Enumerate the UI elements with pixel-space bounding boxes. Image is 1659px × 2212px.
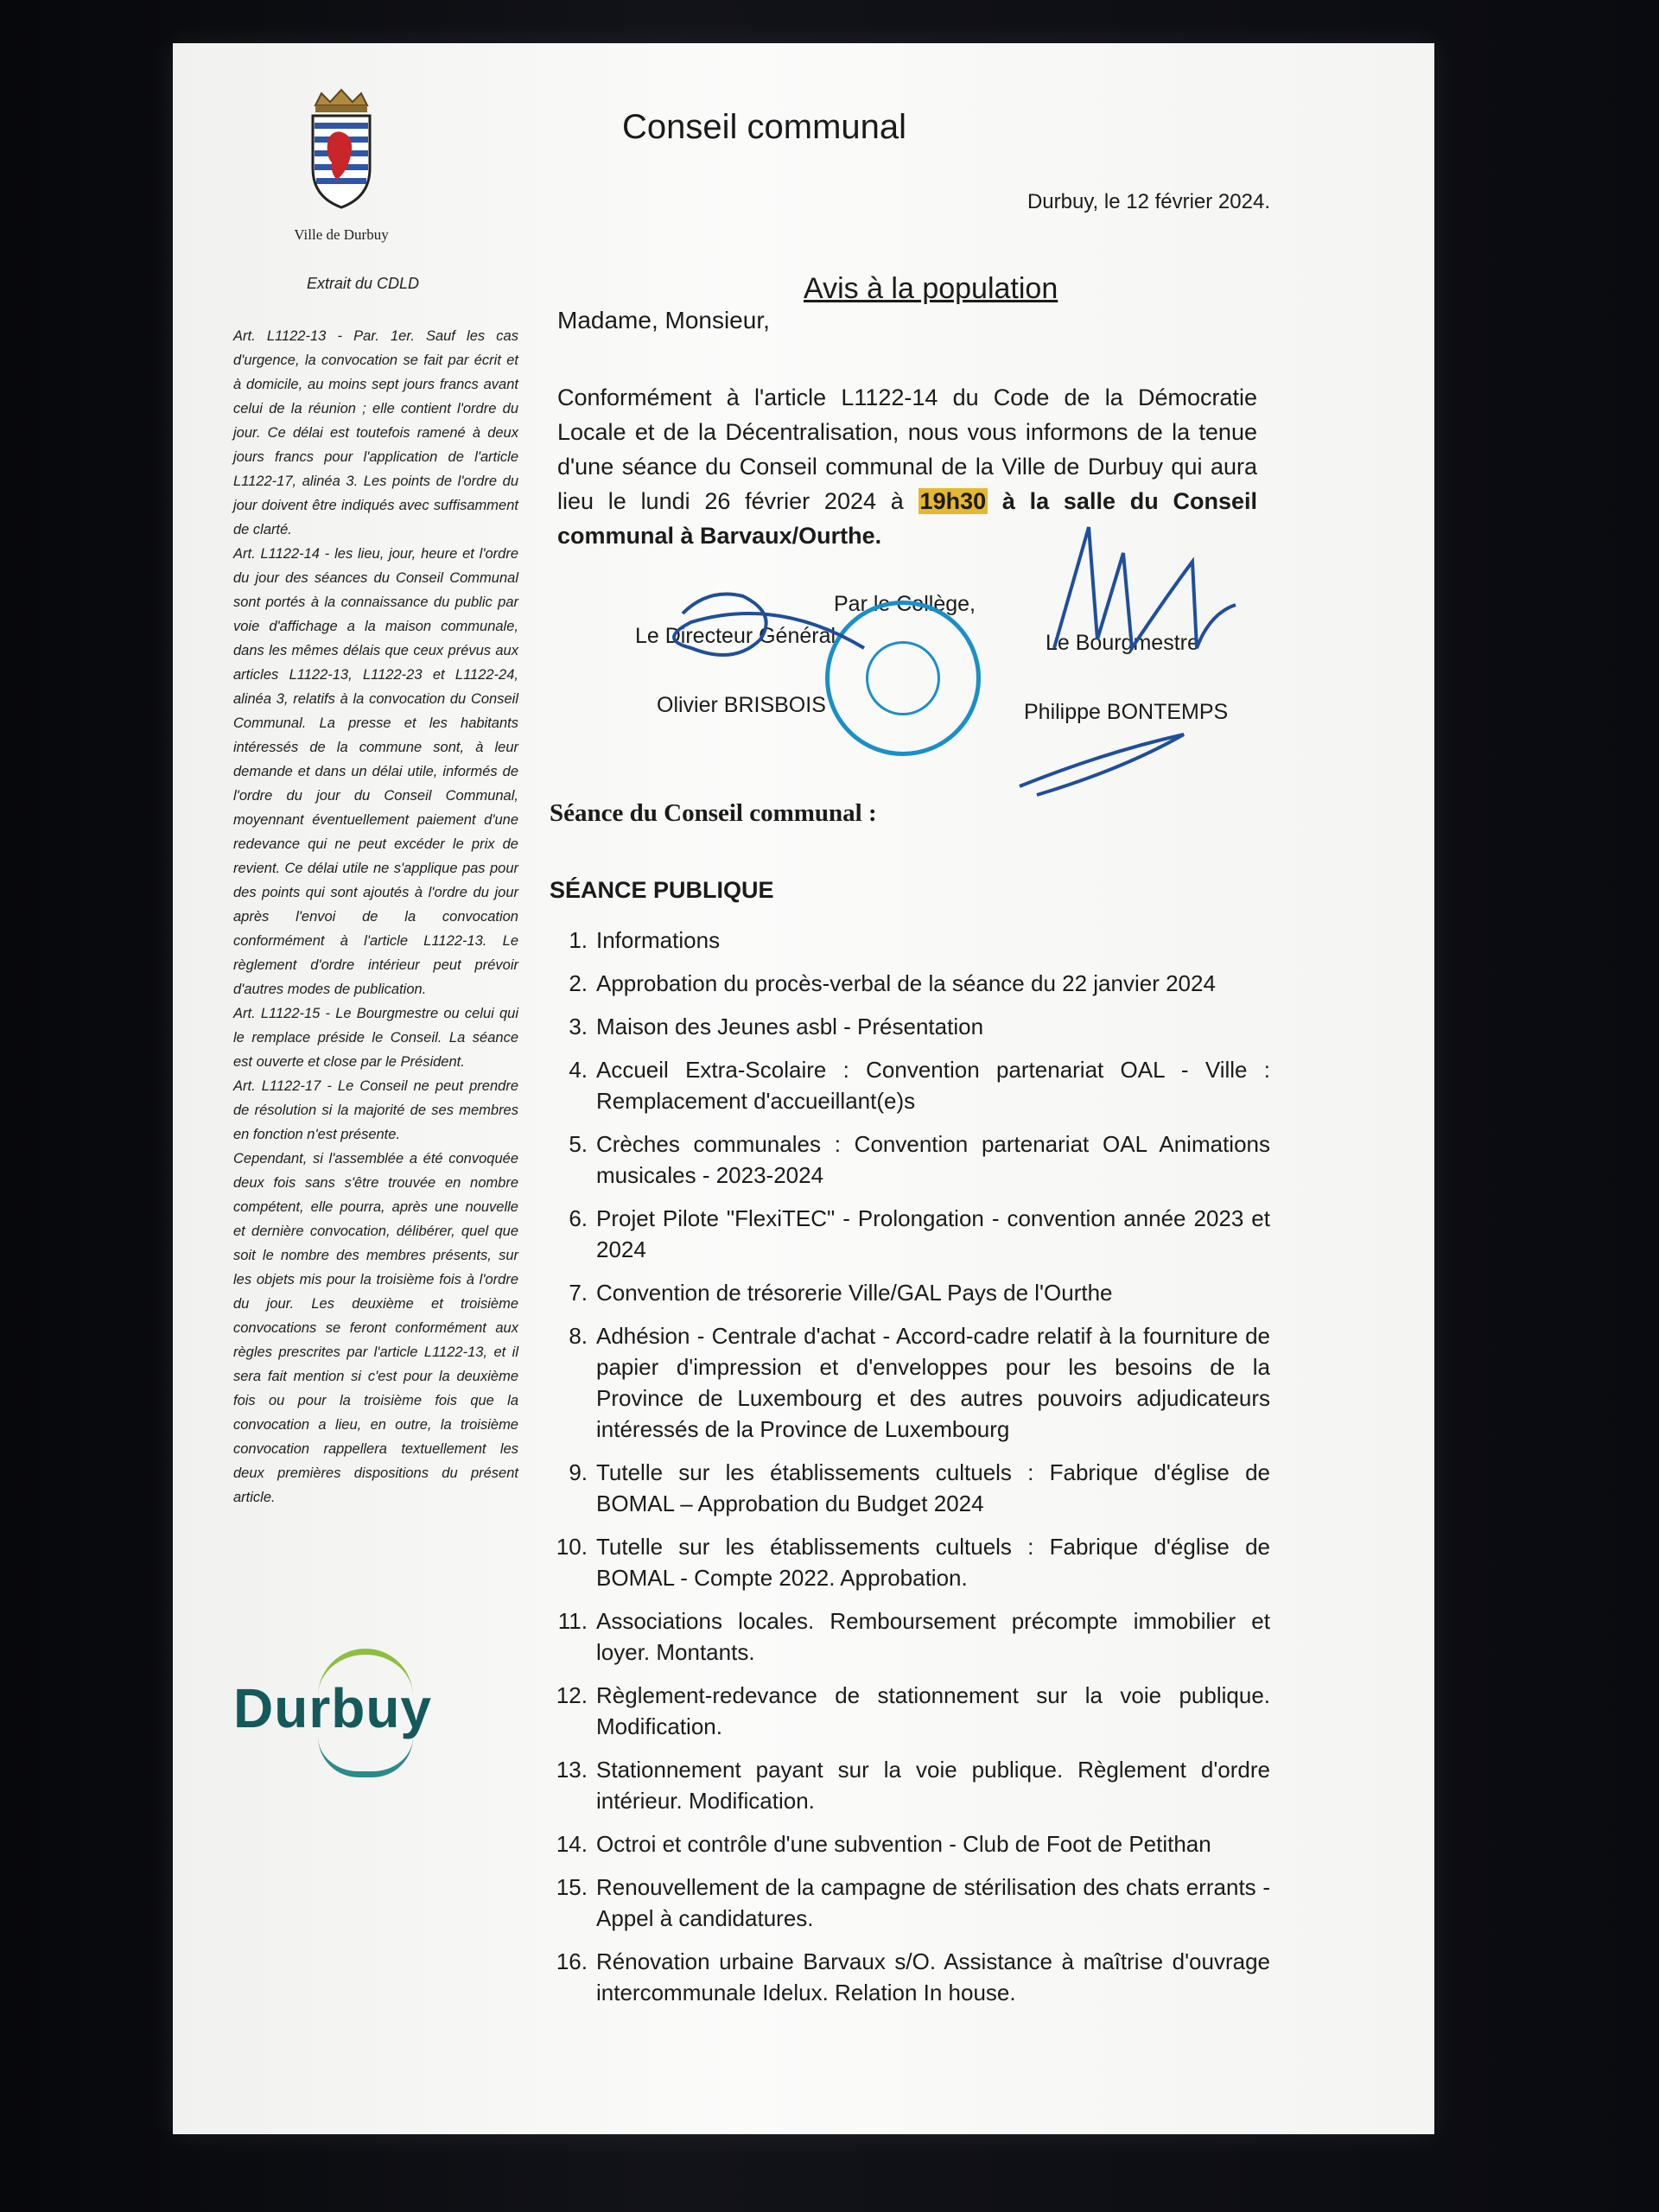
extract-title: Extrait du CDLD — [306, 275, 420, 292]
agenda-item: 16. Rénovation urbaine Barvaux s/O. Assistance à maîtrise d'ouvrage intercommunale Idelux. Relation In house. — [556, 1948, 1270, 2005]
mayor-label: Le Bourgmestre — [1046, 631, 1199, 655]
intro-text-end: à la salle du Conseil communal à Barvaux/Ourthe. — [557, 488, 1257, 549]
notice-date: Durbuy, le 12 février 2024. — [1027, 190, 1270, 213]
article-l1122-14: Art. L1122-14 - les lieu, jour, heure et l'ordre du jour des séances du Conseil Communal sont portés à la connaissance du public par voie d'affichage a la maison communale, dans les mêmes délais que ceux prévus aux articles L1122-13, L1122-23 et L1122-24, alinéa 3, relatifs à la convocation du Conseil Communal. La presse et les habitants intéressés de la commune sont, à leur demande et dans un délai utile, informés de l'ordre du jour du Conseil Communal, moyennant éventuellement paiement d'une redevance qui ne peut excéder le prix de revient. Ce délai utile ne s'applique pas pour des points qui sont ajoutés à l'ordre du jour après l'envoi de la convocation conformément à l'article L1122-13. Le règlement d'ordre intérieur peut prévoir d'autres modes de publication. — [233, 546, 518, 997]
agenda-item: 13. Stationnement payant sur la voie publique. Règlement d'ordre intérieur. Modification. — [556, 1757, 1270, 1814]
notice-title: Avis à la population — [804, 272, 1058, 305]
agenda-item: 6. Projet Pilote "FlexiTEC" - Prolongation - convention année 2023 et 2024 — [569, 1205, 1270, 1262]
director-name: Olivier BRISBOIS — [657, 693, 826, 717]
logo-arc-bottom — [318, 1737, 413, 1777]
agenda-item: 14. Octroi et contrôle d'une subvention - Club de Foot de Petithan — [556, 1831, 1211, 1857]
article-l1122-13: Art. L1122-13 - Par. 1er. Sauf les cas d'urgence, la convocation se fait par écrit et à domicile, au moins sept jours francs avant celui de la réunion ; elle contient l'ordre du jour. Ce délai est toutefois ramené à deux jours francs pour l'application de l'article L1122-17, alinéa 3. Les points de l'ordre du jour doivent être indiqués avec suffisamment de clarté. — [233, 328, 518, 537]
intro-text-start: Conformément à l'article L1122-14 du Code de la Démocratie Locale et de la Décentralisation, nous vous informons de la tenue d'une séance du Conseil communal de la Ville de Durbuy qui aura lieu le lundi 26 février 2024 à — [557, 385, 1257, 514]
page-title: Conseil communal — [622, 108, 907, 146]
article-l1122-17-cont: Cependant, si l'assemblée a été convoquée deux fois sans s'être trouvée en nombre compétent, elle pourra, après une nouvelle et dernière convocation, délibérer, quel que soit le nombre des membres présents, sur les objets mis pour la troisième fois à l'ordre du jour. Les deuxième et troisième convocations se feront conformément aux règles prescrites par l'article L1122-13, et il sera fait mention si c'est pour la deuxième fois ou pour la troisième fois que la convocation a lieu, en outre, la troisième convocation rappellera textuellement les deux premières dispositions du présent article. — [233, 1151, 518, 1505]
article-l1122-15: Art. L1122-15 - Le Bourgmestre ou celui qui le remplace préside le Conseil. La séance est ouverte et close par le Président. — [233, 1006, 518, 1070]
meeting-time: 19h30 — [919, 488, 987, 514]
agenda-item: 15. Renouvellement de la campagne de stérilisation des chats errants - Appel à candidatures. — [556, 1874, 1270, 1931]
session-title: Séance du Conseil communal : — [550, 799, 877, 827]
agenda-list — [544, 925, 1270, 2020]
agenda-item: 8. Adhésion - Centrale d'achat - Accord-cadre relatif à la fourniture de papier d'impression et d'enveloppes pour les besoins de la Province de Luxembourg et des autres pouvoirs adjudicateurs intéressés de la Province de Luxembourg — [569, 1323, 1270, 1442]
agenda-item: 2. Approbation du procès-verbal de la séance du 22 janvier 2024 — [569, 970, 1216, 996]
article-l1122-17: Art. L1122-17 - Le Conseil ne peut prendre de résolution si la majorité de ses membres en fonction n'est présente. — [233, 1078, 518, 1142]
agenda-item: 3. Maison des Jeunes asbl - Présentation — [569, 1014, 984, 1039]
city-name: Ville de Durbuy — [294, 226, 389, 243]
notice-sheet — [173, 43, 1434, 2134]
public-session-heading: SÉANCE PUBLIQUE — [550, 877, 774, 903]
durbuy-logo — [233, 1642, 458, 1771]
agenda-item: 9. Tutelle sur les établissements cultuels : Fabrique d'église de BOMAL – Approbation du Budget 2024 — [569, 1459, 1270, 1516]
director-label: Le Directeur Général — [635, 624, 836, 648]
agenda-item: 1. Informations — [569, 927, 721, 953]
greeting: Madame, Monsieur, — [557, 307, 770, 334]
college-label: Par le Collège, — [834, 592, 976, 616]
agenda-item: 12. Règlement-redevance de stationnement sur la voie publique. Modification. — [556, 1682, 1270, 1739]
agenda-item: 4. Accueil Extra-Scolaire : Convention partenariat OAL - Ville : Remplacement d'accueillant(e)s — [569, 1057, 1270, 1114]
handwritten-signatures-icon — [173, 43, 1434, 907]
agenda-item: 5. Crèches communales : Convention partenariat OAL Animations musicales - 2023-2024 — [569, 1131, 1270, 1188]
agenda-item: 7. Convention de trésorerie Ville/GAL Pays de l'Ourthe — [569, 1280, 1113, 1306]
agenda-item: 11. Associations locales. Remboursement précompte immobilier et loyer. Montants. — [557, 1608, 1270, 1665]
logo-wordmark: Durbuy — [233, 1677, 432, 1739]
mayor-name: Philippe BONTEMPS — [1024, 700, 1229, 724]
agenda-item: 10. Tutelle sur les établissements cultuels : Fabrique d'église de BOMAL - Compte 2022. Approbation. — [556, 1534, 1270, 1591]
